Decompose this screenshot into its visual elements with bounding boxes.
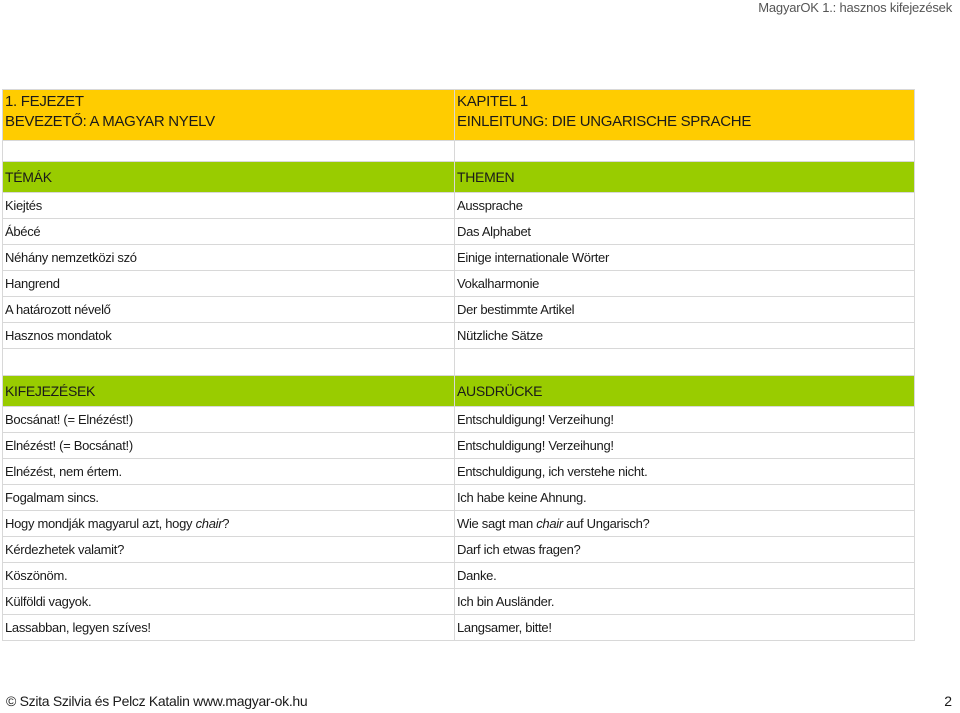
table-row [3, 297, 915, 323]
topic-de: Der bestimmte Artikel [455, 297, 915, 323]
topic-hu: Néhány nemzetközi szó [3, 245, 455, 271]
topic-hu: Kiejtés [3, 193, 455, 219]
expression-de-emphasis: chair [536, 516, 563, 531]
expressions-heading-hu: KIFEJEZÉSEK [3, 376, 455, 407]
expression-hu: Fogalmam sincs. [3, 485, 455, 511]
table-row [3, 511, 915, 537]
expression-hu: Kérdezhetek valamit? [3, 537, 455, 563]
expression-hu [3, 511, 455, 537]
expressions-heading-de: AUSDRÜCKE [455, 376, 915, 407]
chapter-number-hu: 1. FEJEZET [5, 93, 84, 110]
expression-hu-emphasis: chair [195, 516, 223, 531]
expression-hu-text-end: ? [222, 516, 230, 531]
topic-de: Aussprache [455, 193, 915, 219]
running-header: MagyarOK 1.: hasznos kifejezések [758, 0, 952, 15]
expression-hu: Elnézést, nem értem. [3, 459, 455, 485]
expression-de [455, 511, 915, 537]
table-row [3, 589, 915, 615]
expression-hu-text: Hogy mondják magyarul azt, hogy [5, 516, 196, 531]
topics-heading-hu: TÉMÁK [3, 162, 455, 193]
topic-de: Nützliche Sätze [455, 323, 915, 349]
topic-hu: Hangrend [3, 271, 455, 297]
table-row [3, 407, 915, 433]
chapter-title-de [455, 90, 915, 141]
table-row [3, 271, 915, 297]
topic-hu: Hasznos mondatok [3, 323, 455, 349]
expression-hu: Bocsánat! (= Elnézést!) [3, 407, 455, 433]
expression-de: Entschuldigung! Verzeihung! [455, 407, 915, 433]
expression-hu: Köszönöm. [3, 563, 455, 589]
chapter-title-row [3, 90, 915, 141]
topics-heading-row [3, 162, 915, 193]
expression-hu: Külföldi vagyok. [3, 589, 455, 615]
table-row [3, 537, 915, 563]
table-row [3, 193, 915, 219]
table-row [3, 459, 915, 485]
expression-de: Langsamer, bitte! [455, 615, 915, 641]
table-row [3, 323, 915, 349]
chapter-name-hu: BEVEZETŐ: A MAGYAR NYELV [5, 113, 215, 130]
expression-de: Darf ich etwas fragen? [455, 537, 915, 563]
chapter-title-hu [3, 90, 455, 141]
topic-hu: A határozott névelő [3, 297, 455, 323]
chapter-name-de: EINLEITUNG: DIE UNGARISCHE SPRACHE [457, 113, 752, 130]
expression-de: Danke. [455, 563, 915, 589]
page-number: 2 [944, 693, 952, 709]
topic-hu: Ábécé [3, 219, 455, 245]
table-row [3, 485, 915, 511]
expression-de: Ich bin Ausländer. [455, 589, 915, 615]
expression-de: Entschuldigung, ich verstehe nicht. [455, 459, 915, 485]
table-row [3, 219, 915, 245]
spacer-row [3, 349, 915, 376]
table-row [3, 615, 915, 641]
topic-de: Einige internationale Wörter [455, 245, 915, 271]
table-row [3, 433, 915, 459]
expression-hu: Lassabban, legyen szíves! [3, 615, 455, 641]
topic-de: Das Alphabet [455, 219, 915, 245]
topic-de: Vokalharmonie [455, 271, 915, 297]
table-row [3, 245, 915, 271]
copyright-footer: © Szita Szilvia és Pelcz Katalin www.magyar-ok.hu [6, 693, 308, 709]
expression-de: Ich habe keine Ahnung. [455, 485, 915, 511]
table-row [3, 563, 915, 589]
chapter-number-de: KAPITEL 1 [457, 93, 528, 110]
expression-de-text: Wie sagt man [457, 516, 537, 531]
expression-de-text-end: auf Ungarisch? [562, 516, 650, 531]
expression-de: Entschuldigung! Verzeihung! [455, 433, 915, 459]
expression-hu: Elnézést! (= Bocsánat!) [3, 433, 455, 459]
topics-heading-de: THEMEN [455, 162, 915, 193]
spacer-row [3, 141, 915, 162]
expressions-heading-row [3, 376, 915, 407]
vocabulary-table [2, 89, 915, 641]
